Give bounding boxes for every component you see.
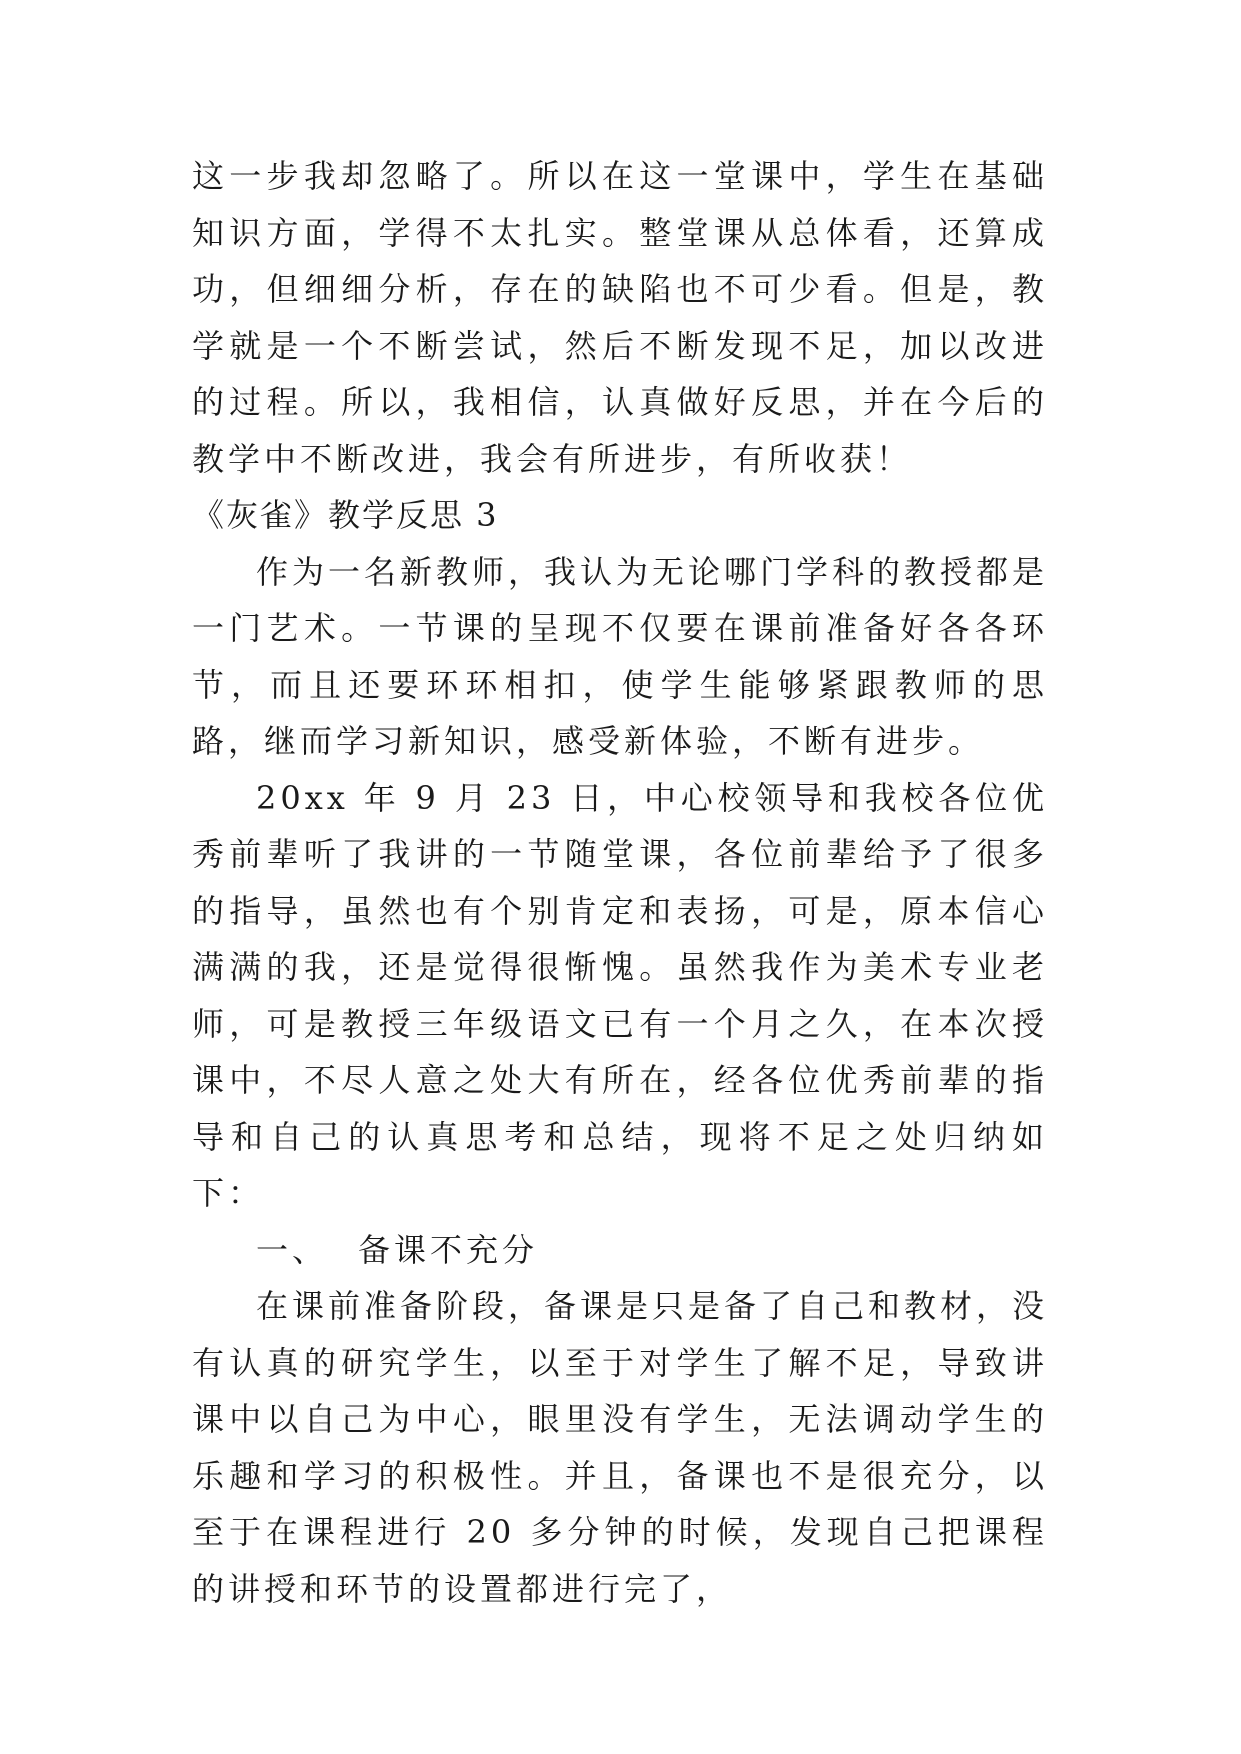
paragraph-prep: 在课前准备阶段，备课是只是备了自己和教材，没有认真的研究学生，以至于对学生了解不足，导致讲课中以自己为中心，眼里没有学生，无法调动学生的乐趣和学习的积极性。并且，备课也不是很充分，以至于在课程进行 20 多分钟的时候，发现自己把课程的讲授和环节的设置都进行完了， [192, 1287, 1049, 1608]
paragraph-event: 20xx 年 9 月 23 日，中心校领导和我校各位优秀前辈听了我讲的一节随堂课，各位前辈给予了很多的指导，虽然也有个别肯定和表扬，可是，原本信心满满的我，还是觉得很惭愧。虽然我作为美术专业老师，可是教授三年级语文已有一个月之久，在本次授课中，不尽人意之处大有所在，经各位优秀前辈的指导和自己的认真思考和总结，现将不足之处归纳如下： [192, 778, 1048, 1212]
list-marker: 一、 [256, 1230, 329, 1269]
list-heading [192, 1222, 1048, 1279]
section-title: 《灰雀》教学反思 3 [192, 496, 499, 534]
list-heading-text: 备课不充分 [358, 1230, 539, 1269]
paragraph-continuation: 这一步我却忽略了。所以在这一堂课中，学生在基础知识方面，学得不太扎实。整堂课从总体看，还算成功，但细细分析，存在的缺陷也不可少看。但是，教学就是一个不断尝试，然后不断发现不足，加以改进的过程。所以，我相信，认真做好反思，并在今后的教学中不断改进，我会有所进步，有所收获！ [192, 157, 1048, 478]
document-body [192, 148, 1048, 1617]
paragraph-intro: 作为一名新教师，我认为无论哪门学科的教授都是一门艺术。一节课的呈现不仅要在课前准备好各各环节，而且还要环环相扣，使学生能够紧跟教师的思路，继而学习新知识，感受新体验，不断有进步。 [192, 552, 1049, 760]
